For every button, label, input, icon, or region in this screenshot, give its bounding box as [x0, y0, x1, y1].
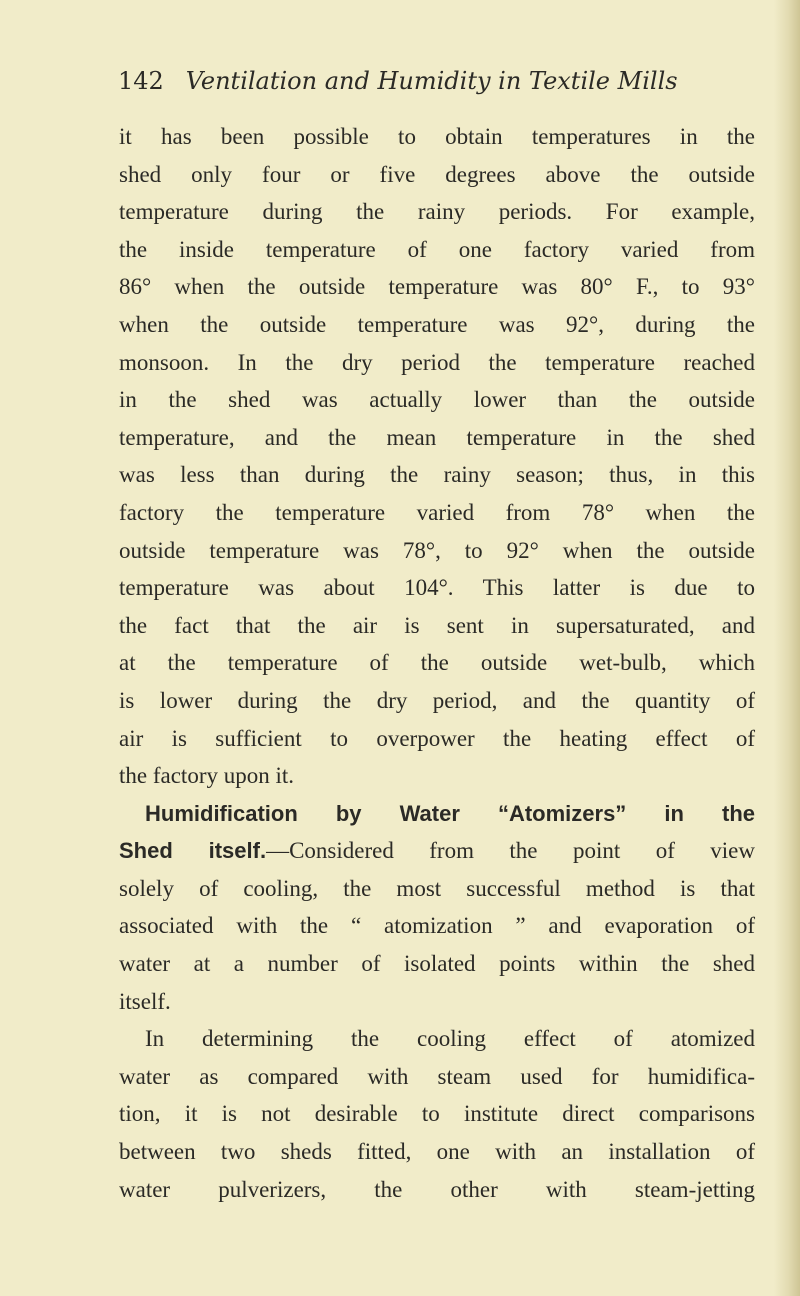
text-line: when the outside temperature was 92°, during the — [119, 311, 755, 337]
text-line: 86° when the outside temperature was 80° F., to 93° — [119, 274, 755, 300]
text-line: at the temperature of the outside wet-bulb, which — [119, 650, 755, 676]
text-line: the factory upon it. — [119, 763, 295, 789]
text-line: tion, it is not desirable to institute direct comparisons — [119, 1101, 755, 1127]
text-line: solely of cooling, the most successful method is that — [119, 875, 755, 901]
page-number: 142 — [118, 67, 164, 95]
body-text — [119, 118, 755, 1208]
running-head — [118, 66, 758, 96]
text-line: temperature during the rainy periods. For example, — [119, 199, 755, 225]
text-line: water at a number of isolated points within the shed — [119, 951, 755, 977]
text-line: the fact that the air is sent in supersaturated, and — [119, 612, 755, 638]
text-line: In determining the cooling effect of atomized — [145, 1026, 755, 1052]
text-line: air is sufficient to overpower the heating effect of — [119, 725, 755, 751]
text-line: temperature, and the mean temperature in the shed — [119, 424, 755, 450]
text-line: shed only four or five degrees above the outside — [119, 161, 755, 187]
text-line: monsoon. In the dry period the temperature reached — [119, 349, 755, 375]
paragraph-1 — [119, 118, 755, 795]
text-line: in the shed was actually lower than the outside — [119, 387, 755, 413]
text-line — [119, 832, 755, 870]
text-line: was less than during the rainy season; thus, in this — [119, 462, 755, 488]
text-line: outside temperature was 78°, to 92° when the outside — [119, 537, 755, 563]
text-line: is lower during the dry period, and the quantity of — [119, 687, 755, 713]
text-line: associated with the “ atomization ” and evaporation of — [119, 913, 755, 939]
text-line: the inside temperature of one factory varied from — [119, 236, 755, 262]
text-line: it has been possible to obtain temperatures in the — [119, 124, 755, 149]
text-line: temperature was about 104°. This latter is due to — [119, 575, 755, 601]
text-line: water as compared with steam used for humidifica- — [119, 1063, 755, 1089]
paragraph-3 — [119, 1020, 755, 1208]
text-line: between two sheds fitted, one with an installation of — [119, 1139, 755, 1165]
text-line: itself. — [119, 988, 171, 1014]
text-line: factory the temperature varied from 78° when the — [119, 499, 755, 525]
running-title: Ventilation and Humidity in Textile Mills — [185, 67, 678, 95]
section-heading-continued: Shed itself. — [119, 838, 267, 864]
page-edge-shadow — [774, 0, 800, 1296]
text-run: —Considered from the point of view — [266, 838, 756, 864]
section-heading: Humidification by Water “Atomizers” in the — [145, 800, 755, 826]
text-line: water pulverizers, the other with steam-jetting — [119, 1176, 755, 1202]
paragraph-2 — [119, 795, 755, 1021]
